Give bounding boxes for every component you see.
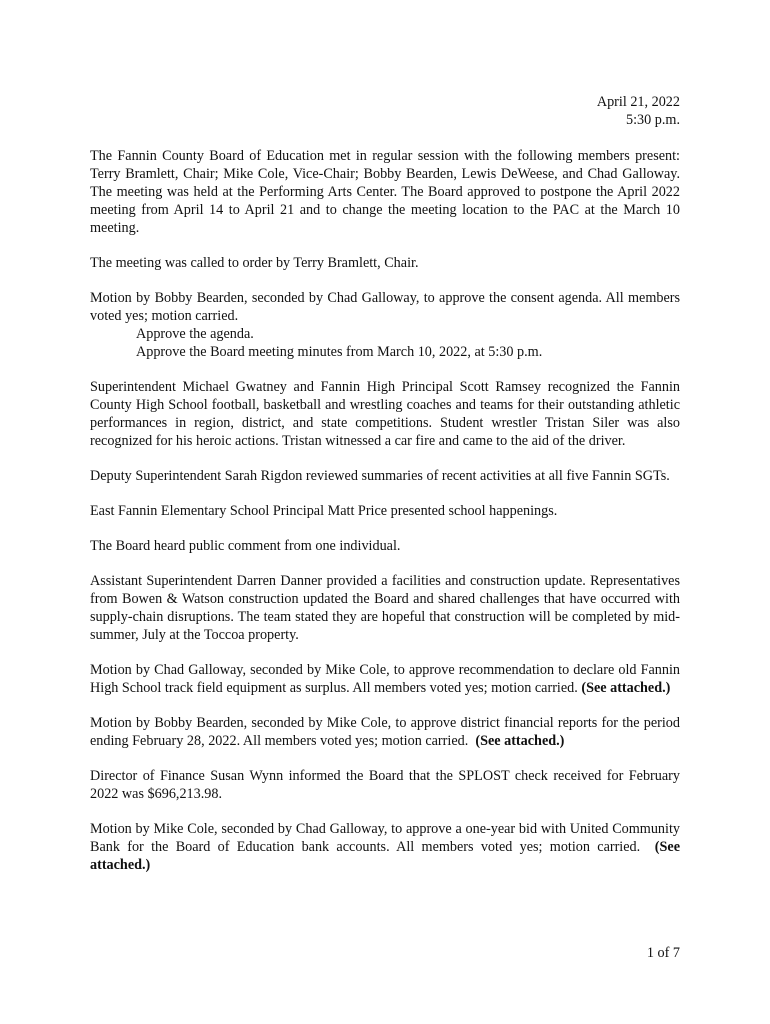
paragraph-surplus-motion [90,661,680,697]
surplus-motion-text: Motion by Chad Galloway, seconded by Mike Cole, to approve recommendation to declare old Fannin High School track field equipment as surplus. All members voted yes; motion carried. [90,662,680,696]
surplus-attached-note: (See attached.) [581,680,671,696]
paragraph-school-happenings: East Fannin Elementary School Principal Matt Price presented school happenings. [90,503,558,519]
financial-attached-note: (See attached.) [475,733,565,749]
page-number: 1 of 7 [646,945,680,961]
paragraph-recognitions: Superintendent Michael Gwatney and Fannin High Principal Scott Ramsey recognized the Fannin County High School football, basketball and wrestling coaches and teams for their outstanding athletic performances in region, district, and state competitions. Student wrestler Tristan Siler was also recognized for his heroic actions. Tristan witnessed a car fire and came to the aid of the driver. [90,379,680,449]
consent-item-minutes: Approve the Board meeting minutes from March 10, 2022, at 5:30 p.m. [136,344,543,360]
consent-item-agenda: Approve the agenda. [136,326,254,342]
bank-motion-text: Motion by Mike Cole, seconded by Chad Galloway, to approve a one-year bid with United Community Bank for the Board of Education bank accounts. All members voted yes; motion carried. [90,821,680,855]
meeting-header [597,93,680,129]
paragraph-bank-motion [90,820,680,874]
financial-motion-text: Motion by Bobby Bearden, seconded by Mike Cole, to approve district financial reports for the period ending February 28, 2022. All members voted yes; motion carried. [90,715,680,749]
bank-attached-note: (See attached.) [90,839,680,873]
paragraph-call-to-order: The meeting was called to order by Terry Bramlett, Chair. [90,255,419,271]
paragraph-facilities-update: Assistant Superintendent Darren Danner provided a facilities and construction update. Representatives from Bowen & Watson construction updated the Board and shared challenges that have occurred with supply-chain disruptions. The team stated they are hopeful that construction will be completed by mid-summer, July at the Toccoa property. [90,573,680,643]
meeting-date: April 21, 2022 [596,94,680,110]
consent-agenda-block [90,289,680,361]
paragraph-financial-motion [90,714,680,750]
minutes-body [90,147,680,891]
paragraph-splost-report: Director of Finance Susan Wynn informed the Board that the SPLOST check received for February 2022 was $696,213.98. [90,768,680,802]
meeting-time: 5:30 p.m. [626,112,680,128]
paragraph-attendance: The Fannin County Board of Education met in regular session with the following members present: Terry Bramlett, Chair; Mike Cole, Vice-Chair; Bobby Bearden, Lewis DeWeese, and Chad Galloway. The meeting was held at the Performing Arts Center. The Board approved to postpone the April 2022 meeting from April 14 to April 21 and to change the meeting location to the PAC at the March 10 meeting. [90,148,680,236]
paragraph-deputy-report: Deputy Superintendent Sarah Rigdon reviewed summaries of recent activities at all five Fannin SGTs. [90,468,670,484]
paragraph-consent-motion: Motion by Bobby Bearden, seconded by Chad Galloway, to approve the consent agenda. All members voted yes; motion carried. [90,290,680,324]
paragraph-public-comment: The Board heard public comment from one individual. [90,538,401,554]
